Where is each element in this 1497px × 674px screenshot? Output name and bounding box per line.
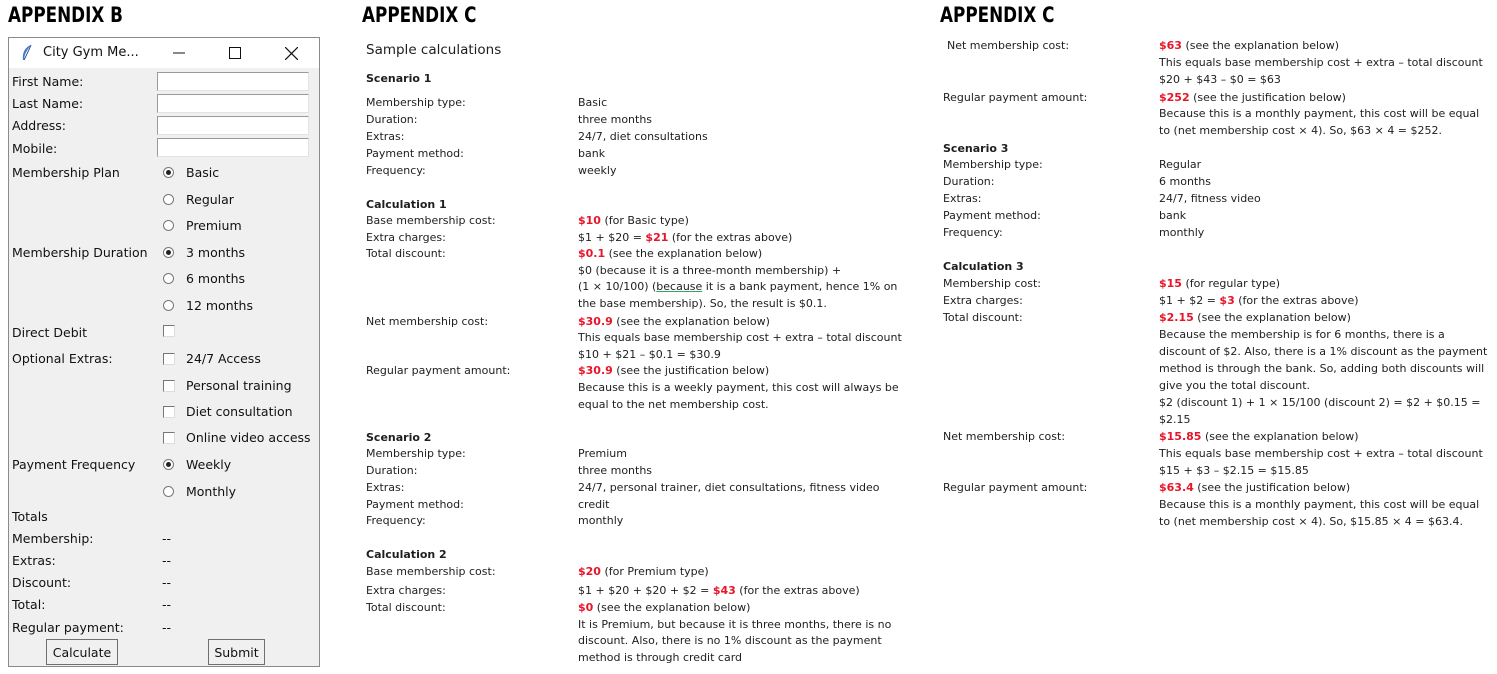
s1-duration-value: three months bbox=[578, 113, 653, 126]
checkbox-box[interactable] bbox=[163, 353, 175, 365]
frequency-radio-weekly[interactable] bbox=[163, 457, 231, 472]
c1-extra-line bbox=[578, 231, 792, 244]
c3-discount-text: method is through the bank. So, adding both discounts will bbox=[1159, 362, 1485, 375]
c1-discount-text-part: because bbox=[656, 280, 703, 293]
c1-discount-text: $0 (because it is a three-month membership) + bbox=[578, 264, 842, 277]
extra-checkbox-diet-consultation[interactable] bbox=[163, 404, 293, 419]
c3-net-text: $15 + $3 – $2.15 = $15.85 bbox=[1159, 464, 1309, 477]
c3-base-value: $15 bbox=[1159, 277, 1182, 290]
c1-base-value: $10 bbox=[578, 214, 601, 227]
checkbox-box[interactable] bbox=[163, 406, 175, 418]
radio-indicator[interactable] bbox=[163, 167, 174, 178]
duration-radio-6-months[interactable] bbox=[163, 271, 245, 286]
c1-extra-label: Extra charges: bbox=[366, 231, 446, 244]
s2-extras-label: Extras: bbox=[366, 481, 405, 494]
membership-total-label: Membership: bbox=[12, 531, 94, 546]
minimize-button[interactable] bbox=[159, 38, 199, 68]
c2-regular-label: Regular payment amount: bbox=[943, 91, 1088, 104]
option-label: 12 months bbox=[186, 298, 253, 313]
c2-net-line bbox=[1159, 39, 1339, 52]
option-label: 24/7 Access bbox=[186, 351, 261, 366]
c2-net-value: $63 bbox=[1159, 39, 1182, 52]
c3-extra-value: $3 bbox=[1219, 294, 1235, 307]
feather-icon bbox=[19, 44, 35, 62]
c2-base-value: $20 bbox=[578, 565, 601, 578]
c3-extra-note: (for the extras above) bbox=[1234, 294, 1359, 307]
s3-frequency-label: Frequency: bbox=[943, 226, 1003, 239]
c3-discount-text: Because the membership is for 6 months, there is a bbox=[1159, 328, 1445, 341]
s1-frequency-value: weekly bbox=[578, 164, 617, 177]
option-label: Regular bbox=[186, 192, 234, 207]
scenario-2-heading: Scenario 2 bbox=[366, 431, 432, 444]
s2-extras-value: 24/7, personal trainer, diet consultations, fitness video bbox=[578, 481, 880, 494]
radio-indicator[interactable] bbox=[163, 220, 174, 231]
c3-net-line bbox=[1159, 430, 1359, 443]
c3-net-text: This equals base membership cost + extra – total discount bbox=[1159, 447, 1483, 460]
maximize-button[interactable] bbox=[215, 38, 255, 68]
c3-discount-label: Total discount: bbox=[943, 311, 1023, 324]
radio-indicator[interactable] bbox=[163, 273, 174, 284]
s1-frequency-label: Frequency: bbox=[366, 164, 426, 177]
discount-total-label: Discount: bbox=[12, 575, 72, 590]
checkbox-box[interactable] bbox=[163, 325, 175, 337]
calculate-button[interactable]: Calculate bbox=[46, 639, 118, 665]
scenario-3-heading: Scenario 3 bbox=[943, 142, 1009, 155]
s3-extras-label: Extras: bbox=[943, 192, 982, 205]
c3-regular-label: Regular payment amount: bbox=[943, 481, 1088, 494]
c1-discount-line bbox=[578, 247, 762, 260]
c1-net-line bbox=[578, 315, 770, 328]
s2-duration-value: three months bbox=[578, 464, 653, 477]
c3-regular-text: to (net membership cost × 4). So, $15.85 × 4 = $63.4. bbox=[1159, 515, 1464, 528]
gym-app-window bbox=[8, 37, 320, 667]
c3-discount-note: (see the explanation below) bbox=[1193, 311, 1351, 324]
maximize-icon bbox=[229, 47, 241, 59]
c3-discount-value: $2.15 bbox=[1159, 311, 1194, 324]
extras-total-value: -- bbox=[162, 553, 172, 568]
c1-discount-text-part: it is a bank payment, hence 1% on bbox=[702, 280, 898, 293]
c1-extra-formula: $1 + $20 = bbox=[578, 231, 646, 244]
c1-base-label: Base membership cost: bbox=[366, 214, 496, 227]
regular-payment-value: -- bbox=[162, 620, 172, 635]
c3-base-line bbox=[1159, 277, 1280, 290]
calculation-1-heading: Calculation 1 bbox=[366, 198, 447, 211]
option-label: Online video access bbox=[186, 430, 311, 445]
direct-debit-checkbox[interactable] bbox=[163, 325, 186, 337]
address-input[interactable] bbox=[157, 116, 309, 135]
mobile-input[interactable] bbox=[157, 138, 309, 157]
option-label: Premium bbox=[186, 218, 242, 233]
appendix-c-page-2 bbox=[943, 0, 1495, 674]
last-name-label: Last Name: bbox=[12, 96, 84, 111]
s3-duration-label: Duration: bbox=[943, 175, 995, 188]
c3-discount-text: discount of $2. Also, there is a 1% discount as the payment bbox=[1159, 345, 1488, 358]
s2-frequency-value: monthly bbox=[578, 514, 624, 527]
s1-payment-label: Payment method: bbox=[366, 147, 464, 160]
c2-extra-note: (for the extras above) bbox=[735, 584, 860, 597]
c3-net-note: (see the explanation below) bbox=[1201, 430, 1359, 443]
c3-regular-value: $63.4 bbox=[1159, 481, 1194, 494]
c2-base-line bbox=[578, 565, 709, 578]
radio-indicator[interactable] bbox=[163, 300, 174, 311]
c1-base-line bbox=[578, 214, 689, 227]
c2-extra-formula: $1 + $20 + $20 + $2 = bbox=[578, 584, 713, 597]
checkbox-box[interactable] bbox=[163, 432, 175, 444]
extra-checkbox-personal-training[interactable] bbox=[163, 378, 292, 393]
appendix-c-page-1 bbox=[366, 0, 926, 674]
c3-discount-text: $2 (discount 1) + 1 × 15/100 (discount 2) = $2 + $0.15 = bbox=[1159, 396, 1481, 409]
option-label: 3 months bbox=[186, 245, 246, 260]
plan-radio-premium[interactable] bbox=[163, 218, 242, 233]
option-label: Personal training bbox=[186, 378, 292, 393]
extra-checkbox-24-7-access[interactable] bbox=[163, 351, 261, 366]
c1-base-note: (for Basic type) bbox=[600, 214, 689, 227]
s2-payment-label: Payment method: bbox=[366, 498, 464, 511]
c3-base-label: Membership cost: bbox=[943, 277, 1042, 290]
c3-discount-line bbox=[1159, 311, 1351, 324]
c2-discount-label: Total discount: bbox=[366, 601, 446, 614]
extra-checkbox-online-video[interactable] bbox=[163, 430, 311, 445]
option-label: Monthly bbox=[186, 484, 237, 499]
c2-discount-text: discount. Also, there is no 1% discount as the payment bbox=[578, 634, 882, 647]
appendix-c-heading: APPENDIX C bbox=[362, 3, 477, 27]
c1-regular-label: Regular payment amount: bbox=[366, 364, 511, 377]
calculation-2-heading: Calculation 2 bbox=[366, 548, 447, 561]
c1-net-text: This equals base membership cost + extra – total discount bbox=[578, 331, 902, 344]
s1-type-label: Membership type: bbox=[366, 96, 466, 109]
c2-extra-line bbox=[578, 584, 860, 597]
c2-regular-value: $252 bbox=[1159, 91, 1190, 104]
discount-total-value: -- bbox=[162, 575, 172, 590]
extras-total-label: Extras: bbox=[12, 553, 56, 568]
c1-discount-text: the base membership). So, the result is $0.1. bbox=[578, 297, 827, 310]
sample-calculations-title: Sample calculations bbox=[366, 42, 502, 58]
option-label: Basic bbox=[186, 165, 220, 180]
c1-extra-note: (for the extras above) bbox=[668, 231, 793, 244]
c2-regular-text: to (net membership cost × 4). So, $63 × 4 = $252. bbox=[1159, 124, 1443, 137]
mobile-label: Mobile: bbox=[12, 141, 58, 156]
s2-duration-label: Duration: bbox=[366, 464, 418, 477]
last-name-input[interactable] bbox=[157, 94, 309, 113]
first-name-input[interactable] bbox=[157, 72, 309, 91]
s3-type-value: Regular bbox=[1159, 158, 1202, 171]
c2-regular-text: Because this is a monthly payment, this cost will be equal bbox=[1159, 107, 1480, 120]
c1-regular-text: Because this is a weekly payment, this cost will always be bbox=[578, 381, 899, 394]
c3-regular-text: Because this is a monthly payment, this cost will be equal bbox=[1159, 498, 1480, 511]
c3-discount-text: $2.15 bbox=[1159, 413, 1191, 426]
c3-regular-line bbox=[1159, 481, 1350, 494]
c1-net-value: $30.9 bbox=[578, 315, 613, 328]
s3-duration-value: 6 months bbox=[1159, 175, 1211, 188]
c3-discount-text: give you the total discount. bbox=[1159, 379, 1311, 392]
c3-extra-line bbox=[1159, 294, 1359, 307]
frequency-radio-monthly[interactable] bbox=[163, 484, 236, 499]
c2-extra-value: $43 bbox=[712, 584, 736, 597]
option-label: 6 months bbox=[186, 271, 246, 286]
s2-payment-value: credit bbox=[578, 498, 610, 511]
duration-radio-3-months[interactable] bbox=[163, 245, 245, 260]
regular-payment-label: Regular payment: bbox=[12, 620, 124, 635]
appendix-b-heading: APPENDIX B bbox=[8, 3, 123, 27]
minimize-icon bbox=[173, 47, 185, 59]
optional-extras-label: Optional Extras: bbox=[12, 351, 113, 366]
c1-net-label: Net membership cost: bbox=[366, 315, 489, 328]
c2-regular-line bbox=[1159, 91, 1346, 104]
radio-indicator[interactable] bbox=[163, 486, 174, 497]
radio-indicator[interactable] bbox=[163, 459, 174, 470]
calculation-3-heading: Calculation 3 bbox=[943, 260, 1024, 273]
s2-frequency-label: Frequency: bbox=[366, 514, 426, 527]
c1-discount-note: (see the explanation below) bbox=[605, 247, 763, 260]
c1-discount-value: $0.1 bbox=[578, 247, 606, 260]
c2-discount-text: It is Premium, but because it is three months, there is no bbox=[578, 618, 892, 631]
c2-net-label: Net membership cost: bbox=[947, 39, 1070, 52]
s1-type-value: Basic bbox=[578, 96, 608, 109]
c3-net-value: $15.85 bbox=[1159, 430, 1202, 443]
title-bar[interactable] bbox=[9, 38, 319, 68]
c1-net-note: (see the explanation below) bbox=[612, 315, 770, 328]
s1-duration-label: Duration: bbox=[366, 113, 418, 126]
option-label: Weekly bbox=[186, 457, 232, 472]
address-label: Address: bbox=[12, 118, 66, 133]
duration-radio-12-months[interactable] bbox=[163, 298, 253, 313]
s3-type-label: Membership type: bbox=[943, 158, 1043, 171]
membership-total-value: -- bbox=[162, 531, 172, 546]
c1-regular-note: (see the justification below) bbox=[612, 364, 770, 377]
s3-payment-value: bank bbox=[1159, 209, 1187, 222]
c1-extra-value: $21 bbox=[645, 231, 669, 244]
c2-discount-line bbox=[578, 601, 750, 614]
c1-net-text: $10 + $21 – $0.1 = $30.9 bbox=[578, 348, 721, 361]
window-title: City Gym Me... bbox=[43, 45, 139, 60]
c2-net-text: $20 + $43 – $0 = $63 bbox=[1159, 73, 1281, 86]
grand-total-value: -- bbox=[162, 597, 172, 612]
c3-base-note: (for regular type) bbox=[1181, 277, 1281, 290]
c3-net-label: Net membership cost: bbox=[943, 430, 1066, 443]
c3-extra-formula: $1 + $2 = bbox=[1159, 294, 1220, 307]
s3-extras-value: 24/7, fitness video bbox=[1159, 192, 1261, 205]
c1-discount-text-part: (1 × 10/100) ( bbox=[578, 280, 657, 293]
appendix-c-heading-2: APPENDIX C bbox=[940, 3, 1055, 27]
s1-extras-label: Extras: bbox=[366, 130, 405, 143]
c2-net-text: This equals base membership cost + extra – total discount bbox=[1159, 56, 1483, 69]
plan-radio-basic[interactable] bbox=[163, 165, 219, 180]
grand-total-label: Total: bbox=[12, 597, 46, 612]
close-icon bbox=[285, 47, 298, 60]
s2-type-value: Premium bbox=[578, 447, 627, 460]
c3-regular-note: (see the justification below) bbox=[1193, 481, 1351, 494]
radio-indicator[interactable] bbox=[163, 194, 174, 205]
plan-radio-regular[interactable] bbox=[163, 192, 234, 207]
c1-discount-label: Total discount: bbox=[366, 247, 446, 260]
s3-payment-label: Payment method: bbox=[943, 209, 1041, 222]
first-name-label: First Name: bbox=[12, 74, 84, 89]
scenario-1-heading: Scenario 1 bbox=[366, 72, 432, 85]
s2-type-label: Membership type: bbox=[366, 447, 466, 460]
s1-payment-value: bank bbox=[578, 147, 606, 160]
payment-frequency-label: Payment Frequency bbox=[12, 457, 136, 472]
c1-discount-text bbox=[578, 280, 897, 293]
c2-base-note: (for Premium type) bbox=[600, 565, 709, 578]
s1-extras-value: 24/7, diet consultations bbox=[578, 130, 708, 143]
c2-net-note: (see the explanation below) bbox=[1181, 39, 1340, 52]
c2-discount-note: (see the explanation below) bbox=[593, 601, 751, 614]
c2-regular-note: (see the justification below) bbox=[1189, 91, 1346, 104]
checkbox-box[interactable] bbox=[163, 380, 175, 392]
c2-discount-text: method is through credit card bbox=[578, 651, 743, 664]
c1-regular-line bbox=[578, 364, 769, 377]
c3-extra-label: Extra charges: bbox=[943, 294, 1023, 307]
c1-regular-text: equal to the net membership cost. bbox=[578, 398, 769, 411]
direct-debit-label: Direct Debit bbox=[12, 325, 88, 340]
c1-regular-value: $30.9 bbox=[578, 364, 613, 377]
close-button[interactable] bbox=[271, 38, 311, 68]
option-label: Diet consultation bbox=[186, 404, 293, 419]
membership-duration-label: Membership Duration bbox=[12, 245, 148, 260]
c2-base-label: Base membership cost: bbox=[366, 565, 496, 578]
submit-button[interactable]: Submit bbox=[208, 639, 265, 665]
radio-indicator[interactable] bbox=[163, 247, 174, 258]
c2-discount-value: $0 bbox=[578, 601, 594, 614]
totals-heading: Totals bbox=[12, 509, 48, 524]
c2-extra-label: Extra charges: bbox=[366, 584, 446, 597]
s3-frequency-value: monthly bbox=[1159, 226, 1205, 239]
membership-plan-label: Membership Plan bbox=[12, 165, 120, 180]
